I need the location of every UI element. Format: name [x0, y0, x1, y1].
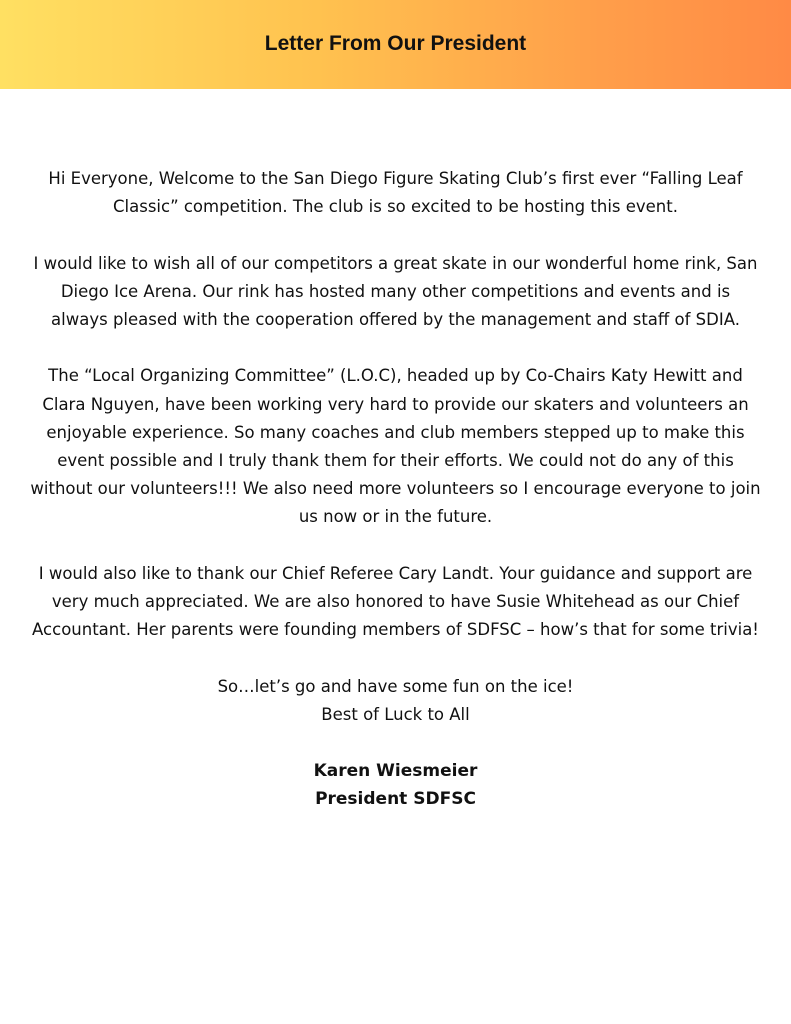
signature-title: President SDFSC [315, 789, 476, 809]
letter-paragraph-thanks: I would also like to thank our Chief Referee Cary Landt. Your guidance and support are very much appreciated. We are also honored to have Susie Whitehead as our Chief Accountant. Her parents were founding members of SDFSC – how’s that for some trivia! [32, 563, 759, 640]
signature-name: Karen Wiesmeier [313, 761, 478, 781]
closing-wish: Best of Luck to All [321, 704, 470, 724]
letter-paragraph-welcome: Hi Everyone, Welcome to the San Diego Figure Skating Club’s first ever “Falling Leaf Classic” competition. The club is so excited to be hosting this event. [48, 169, 743, 217]
letter-closing [30, 673, 761, 729]
header-banner [0, 0, 791, 89]
closing-line: So…let’s go and have some fun on the ice! [217, 676, 574, 696]
signature-block [30, 757, 761, 813]
page-title: Letter From Our President [264, 32, 527, 55]
letter-paragraph-competitors: I would like to wish all of our competitors a great skate in our wonderful home rink, San Diego Ice Arena. Our rink has hosted many other competitions and events and is always pleased with the cooperation offered by the management and staff of SDIA. [33, 253, 758, 329]
letter-paragraph-committee: The “Local Organizing Committee” (L.O.C), headed up by Co-Chairs Katy Hewitt and Clara Nguyen, have been working very hard to provide our skaters and volunteers an enjoyable experience. So many coaches and club members stepped up to make this event possible and I truly thank them for their efforts. We could not do any of this without our volunteers!!! We also need more volunteers so I encourage everyone to join us now or in the future. [30, 366, 761, 527]
letter-body [30, 165, 761, 813]
